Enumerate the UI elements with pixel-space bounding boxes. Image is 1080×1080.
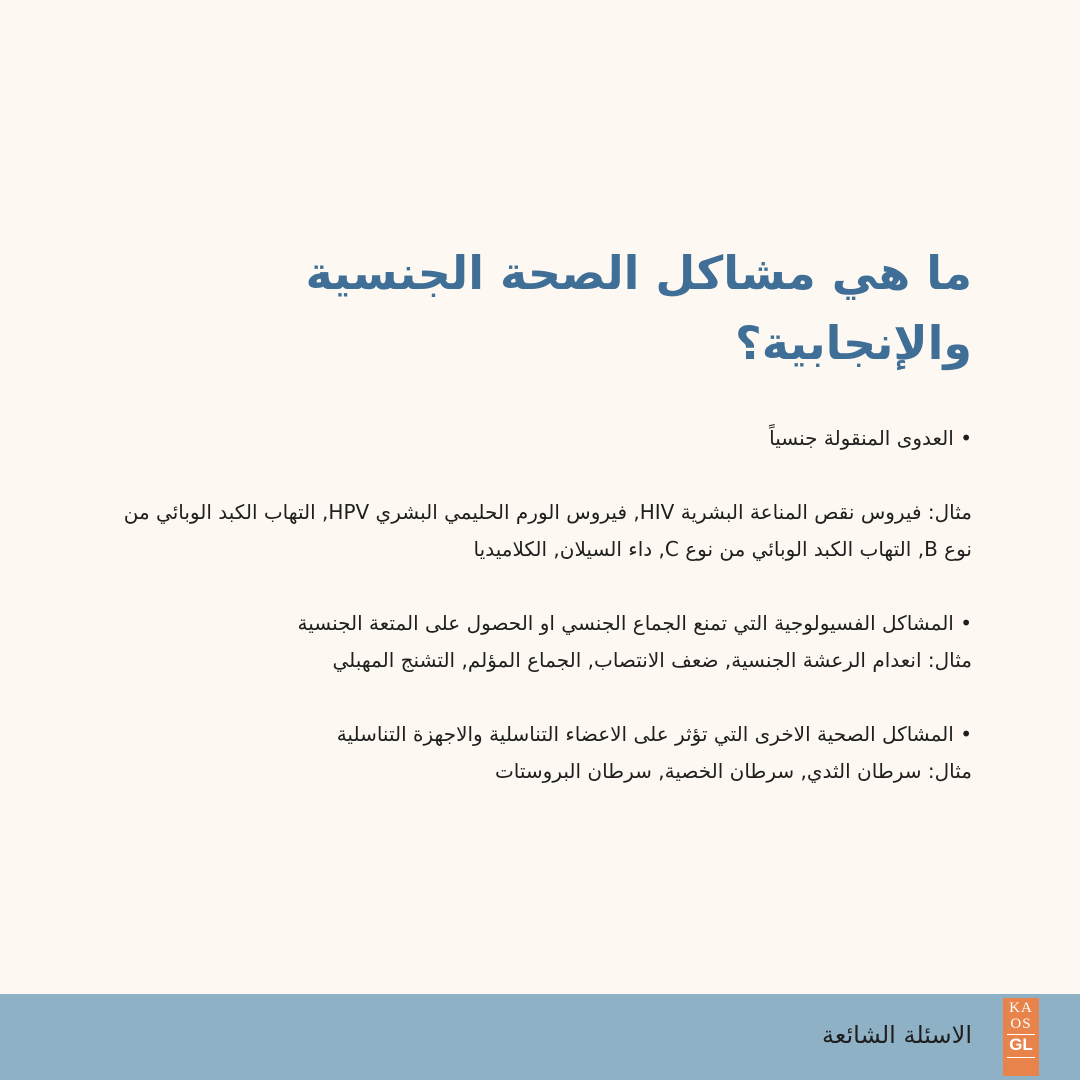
logo-text-line2: OS — [1010, 1016, 1032, 1032]
logo-divider — [1007, 1057, 1035, 1068]
content-body — [92, 420, 972, 790]
section-example-other: مثال: سرطان الثدي, سرطان الخصية, سرطان البروستات — [494, 759, 972, 783]
spacer — [92, 679, 972, 716]
footer-label: الاسئلة الشائعة — [822, 1021, 972, 1049]
section-example-physiological: مثال: انعدام الرعشة الجنسية, ضعف الانتصاب, الجماع المؤلم, التشنج المهبلي — [332, 648, 972, 672]
kaos-gl-logo — [1003, 998, 1039, 1076]
logo-text-line3: GL — [1007, 1034, 1035, 1055]
spacer — [92, 457, 972, 494]
footer-bar — [0, 994, 1080, 1080]
section-example-sti: مثال: فيروس نقص المناعة البشرية HIV, فيروس الورم الحليمي البشري HPV, التهاب الكبد الوبائي من نوع B, التهاب الكبد الوبائي من نوع C, داء السيلان, الكلاميديا — [123, 500, 972, 561]
section-heading-sti: • العدوى المنقولة جنسياً — [769, 426, 972, 450]
logo-text-line1: KA — [1009, 1000, 1033, 1016]
section-heading-physiological: • المشاكل الفسيولوجية التي تمنع الجماع الجنسي او الحصول على المتعة الجنسية — [297, 611, 972, 635]
spacer — [92, 568, 972, 605]
section-heading-other: • المشاكل الصحية الاخرى التي تؤثر على الاعضاء التناسلية والاجهزة التناسلية — [336, 722, 972, 746]
page-title: ما هي مشاكل الصحة الجنسية والإنجابية؟ — [305, 246, 972, 370]
